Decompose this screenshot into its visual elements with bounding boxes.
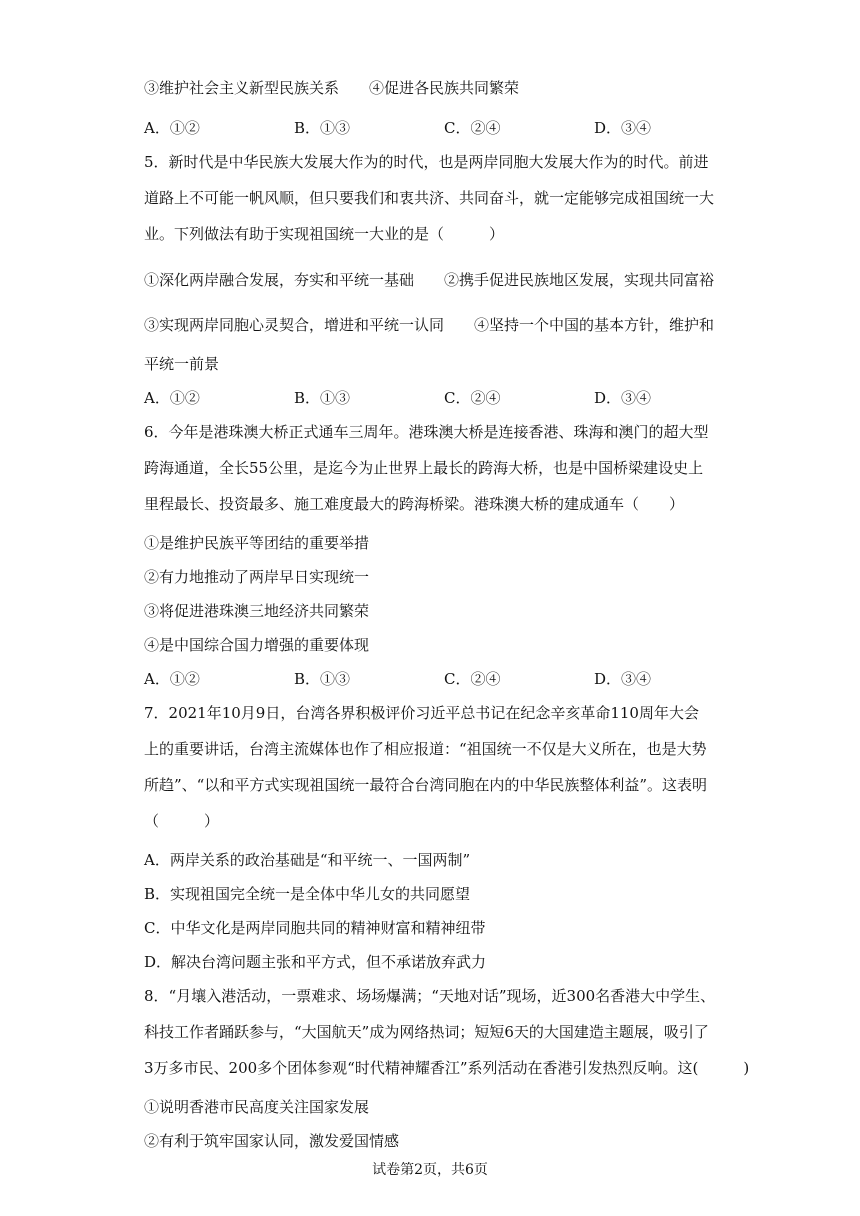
- q5-option-b[interactable]: B．①③: [294, 389, 351, 407]
- q6-option-d[interactable]: D．③④: [594, 670, 652, 688]
- q4-option-c[interactable]: C．②④: [444, 119, 501, 137]
- q6-item-4: ④是中国综合国力增强的重要体现: [144, 636, 370, 654]
- q8-item-2: ②有利于筑牢国家认同，激发爱国情感: [144, 1132, 400, 1150]
- q8-stem-line-1: 8．“月壤入港活动，一票难求、场场爆满；“天地对话”现场，近300名香港大中学生、: [144, 987, 716, 1005]
- q4-item-line: ③维护社会主义新型民族关系 ④促进各民族共同繁荣: [144, 79, 520, 97]
- q6-options: [144, 669, 704, 689]
- q4-option-a[interactable]: A．①②: [144, 119, 200, 137]
- q7-option-a[interactable]: A．两岸关系的政治基础是“和平统一、一国两制”: [144, 851, 471, 869]
- q5-option-c[interactable]: C．②④: [444, 389, 501, 407]
- q5-options: [144, 388, 704, 408]
- q5-stem-line-2: 道路上不可能一帆风顺，但只要我们和衷共济、共同奋斗，就一定能够完成祖国统一大: [144, 189, 715, 207]
- q5-option-d[interactable]: D．③④: [594, 389, 652, 407]
- q6-option-b[interactable]: B．①③: [294, 670, 351, 688]
- q5-item-line-3: 平统一前景: [144, 355, 220, 373]
- q4-option-b[interactable]: B．①③: [294, 119, 351, 137]
- q7-stem-line-3: 所趋”、“以和平方式实现祖国统一最符合台湾同胞在内的中华民族整体利益”。这表明: [144, 776, 708, 794]
- q5-option-a[interactable]: A．①②: [144, 389, 200, 407]
- q7-option-b[interactable]: B．实现祖国完全统一是全体中华儿女的共同愿望: [144, 885, 471, 903]
- q7-stem-line-1: 7．2021年10月9日，台湾各界积极评价习近平总书记在纪念辛亥革命110周年大会: [144, 704, 699, 722]
- q8-stem-line-2: 科技工作者踊跃参与，“大国航天”成为网络热词；短短6天的大国建造主题展，吸引了: [144, 1023, 709, 1041]
- q8-stem-line-3: 3万多市民、200多个团体参观“时代精神耀香江”系列活动在香港引发热烈反响。这( ): [144, 1059, 750, 1077]
- q5-item-line-1: ①深化两岸融合发展，夯实和平统一基础 ②携手促进民族地区发展，实现共同富裕: [144, 271, 715, 289]
- q4-option-d[interactable]: D．③④: [594, 119, 652, 137]
- q5-item-line-2: ③实现两岸同胞心灵契合，增进和平统一认同 ④坚持一个中国的基本方针，维护和: [144, 316, 715, 334]
- q6-item-1: ①是维护民族平等团结的重要举措: [144, 534, 370, 552]
- q7-option-c[interactable]: C．中华文化是两岸同胞共同的精神财富和精神纽带: [144, 919, 486, 937]
- q6-item-3: ③将促进港珠澳三地经济共同繁荣: [144, 602, 370, 620]
- page-footer: 试卷第2页，共6页: [372, 1162, 488, 1178]
- q5-stem-line-1: 5．新时代是中华民族大发展大作为的时代，也是两岸同胞大发展大作为的时代。前进: [144, 153, 709, 171]
- q6-stem-line-1: 6．今年是港珠澳大桥正式通车三周年。港珠澳大桥是连接香港、珠海和澳门的超大型: [144, 423, 709, 441]
- q6-stem-line-3: 里程最长、投资最多、施工难度最大的跨海桥梁。港珠澳大桥的建成通车（ ）: [144, 495, 685, 513]
- q7-stem-line-4: （ ）: [144, 812, 220, 830]
- q7-stem-line-2: 上的重要讲话，台湾主流媒体也作了相应报道：“祖国统一不仅是大义所在，也是大势: [144, 740, 707, 758]
- q5-stem-line-3: 业。下列做法有助于实现祖国统一大业的是（ ）: [144, 225, 505, 243]
- q8-item-1: ①说明香港市民高度关注国家发展: [144, 1098, 370, 1116]
- q6-option-c[interactable]: C．②④: [444, 670, 501, 688]
- q6-stem-line-2: 跨海通道，全长55公里，是迄今为止世界上最长的跨海大桥，也是中国桥梁建设史上: [144, 459, 704, 477]
- q7-option-d[interactable]: D．解决台湾问题主张和平方式，但不承诺放弃武力: [144, 953, 487, 971]
- q6-item-2: ②有力地推动了两岸早日实现统一: [144, 568, 370, 586]
- q6-option-a[interactable]: A．①②: [144, 670, 200, 688]
- q4-options: [144, 118, 704, 138]
